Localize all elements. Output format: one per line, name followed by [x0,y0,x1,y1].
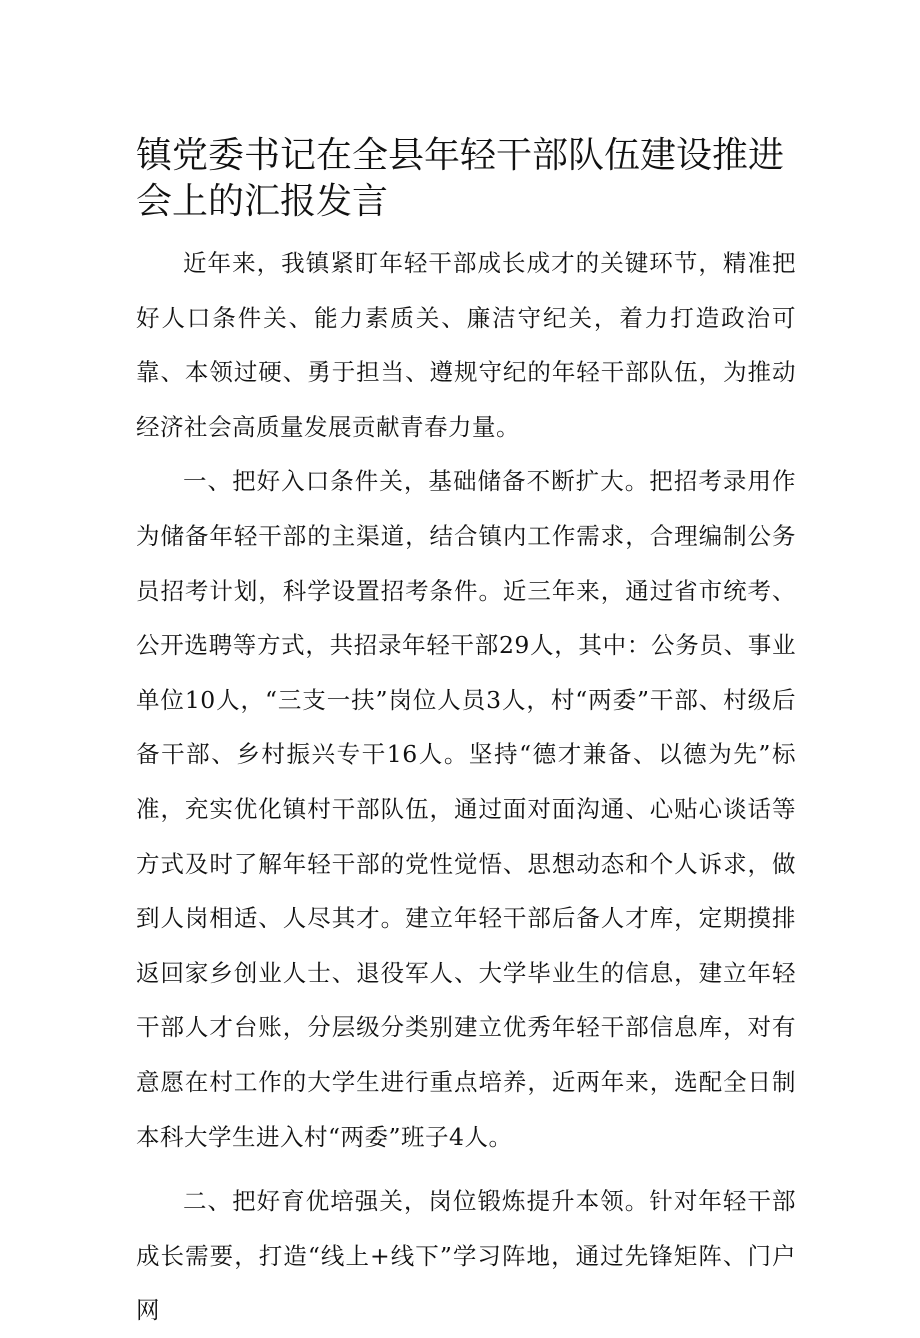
paragraph-intro: 近年来，我镇紧盯年轻干部成长成才的关键环节，精准把好人口条件关、能力素质关、廉洁守纪关，着力打造政治可靠、本领过硬、勇于担当、遵规守纪的年轻干部队伍，为推动经济社会高质量发展贡献青春力量。 [136,249,796,441]
paragraph-section-1: 一、把好入口条件关，基础储备不断扩大。把招考录用作为储备年轻干部的主渠道，结合镇内工作需求，合理编制公务员招考计划，科学设置招考条件。近三年来，通过省市统考、公开选聘等方式，共招录年轻干部29人，其中：公务员、事业单位10人，“三支一扶”岗位人员3人，村“两委”干部、村级后备干部、乡村振兴专干16人。坚持“德才兼备、以德为先”标准，充实优化镇村干部队伍，通过面对面沟通、心贴心谈话等方式及时了解年轻干部的党性觉悟、思想动态和个人诉求，做到人岗相适、人尽其才。建立年轻干部后备人才库，定期摸排返回家乡创业人士、退役军人、大学毕业生的信息，建立年轻干部人才台账，分层级分类别建立优秀年轻干部信息库，对有意愿在村工作的大学生进行重点培养，近两年来，选配全日制本科大学生进入村“两委”班子4人。 [136,467,796,1151]
document-body [136,236,796,1338]
document-title: 镇党委书记在全县年轻干部队伍建设推进会上的汇报发言 [136,135,785,222]
paragraph-section-2: 二、把好育优培强关，岗位锻炼提升本领。针对年轻干部成长需要，打造“线上+线下”学习阵地，通过先锋矩阵、门户网 [136,1187,796,1325]
